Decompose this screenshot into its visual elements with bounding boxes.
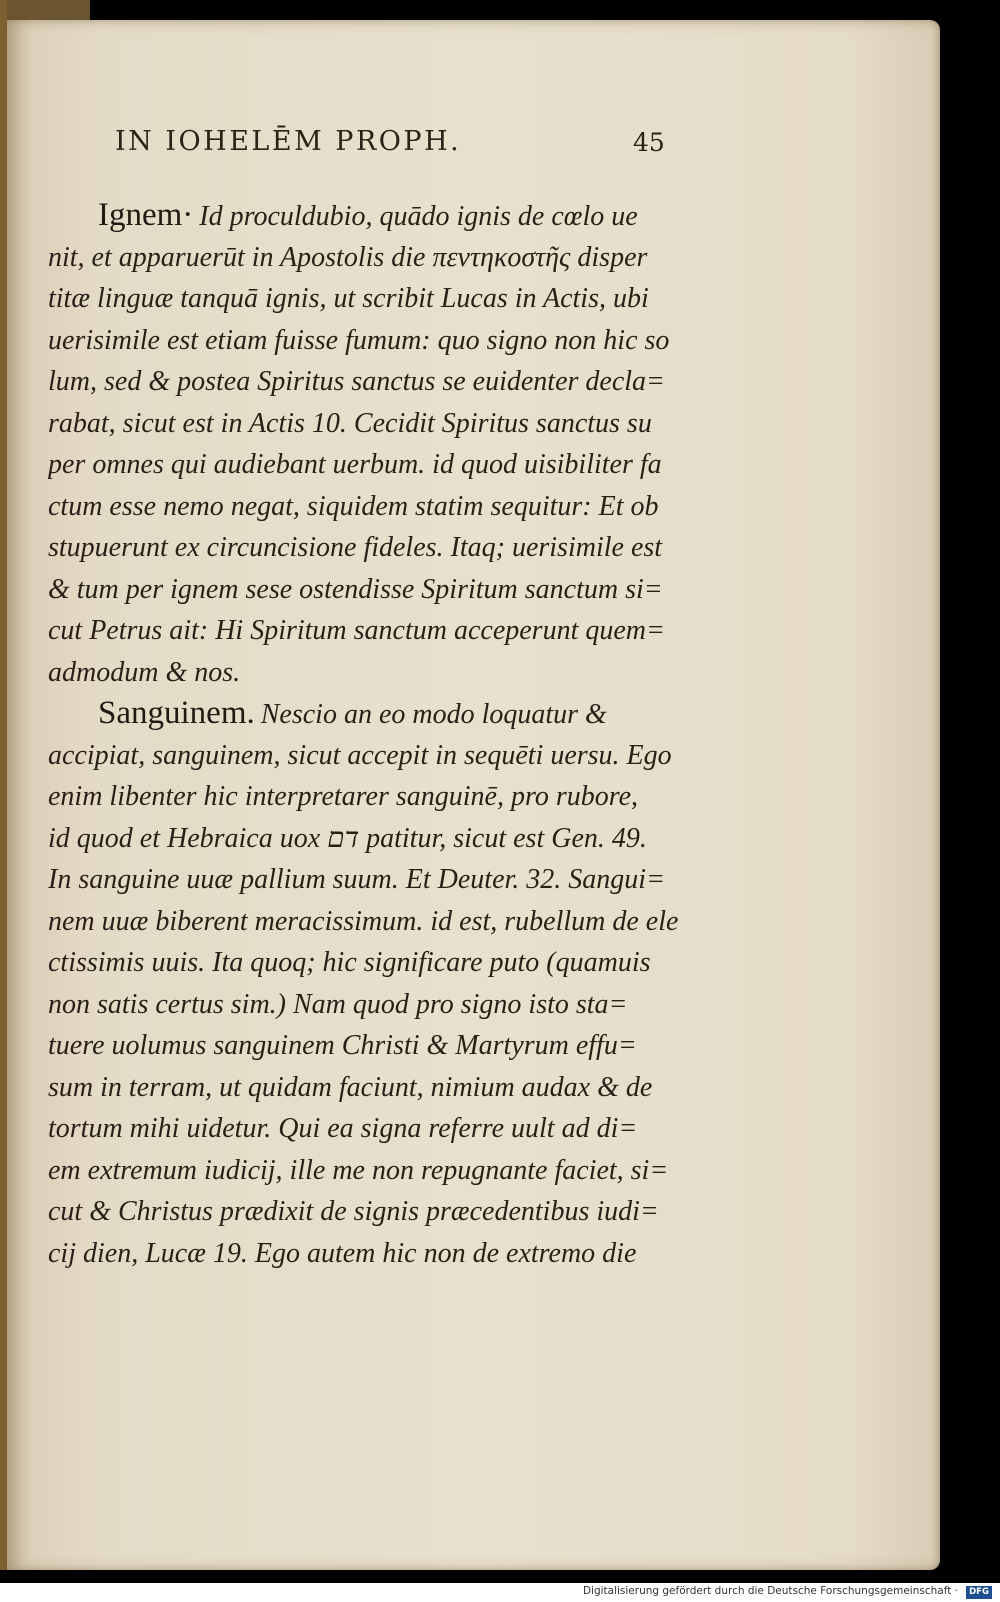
text-line: nit, et apparuerūt in Apostolis die πεντηκοστῆς disper — [48, 241, 648, 273]
text-line: tortum mihi uidetur. Qui ea signa referre uult ad di= — [48, 1113, 638, 1144]
text-line: nem uuæ biberent meracissimum. id est, rubellum de ele — [48, 905, 679, 937]
lemma-sanguinem: Sanguinem. — [98, 695, 255, 731]
text-line: tuere uolumus sanguinem Christi & Martyrum effu= — [48, 1030, 637, 1061]
text-line: ctissimis uuis. Ita quoq; hic significare puto (quamuis — [48, 947, 651, 978]
lemma-ignem: Ignem· — [98, 197, 194, 233]
text-line: ctum esse nemo negat, siquidem statim sequitur: Et ob — [48, 490, 659, 522]
running-head — [115, 126, 695, 166]
text-line: titæ linguæ tanquā ignis, ut scribit Lucas in Actis, ubi — [48, 283, 649, 314]
text-line: admodum & nos. — [48, 656, 241, 688]
digitization-footer — [0, 1583, 1000, 1602]
text-line: rabat, sicut est in Actis 10. Cecidit Spiritus sanctus su — [48, 407, 652, 439]
text-line: accipiat, sanguinem, sicut accepit in sequēti uersu. Ego — [48, 739, 672, 771]
binding-board-left — [0, 0, 7, 1570]
running-head-title: IN IOHELĒM PROPH. — [115, 126, 462, 157]
binding-board-top — [0, 0, 90, 22]
dfg-logo-icon[interactable]: DFG — [966, 1586, 992, 1599]
text-line: uerisimile est etiam fuisse fumum: quo signo non hic so — [48, 324, 670, 356]
folio-number: 45 — [633, 128, 665, 157]
text-line — [48, 195, 700, 237]
text-line: & tum per ignem sese ostendisse Spiritum sanctum si= — [48, 573, 663, 605]
book-page — [7, 20, 940, 1570]
text-line: per omnes qui audiebant uerbum. id quod uisibiliter fa — [48, 449, 662, 480]
text-line: cut Petrus ait: Hi Spiritum sanctum acceperunt quem= — [48, 615, 665, 646]
text-line — [48, 693, 700, 735]
line-text: Id proculdubio, quādo ignis de cœlo ue — [199, 201, 638, 232]
text-line: id quod et Hebraica uox דם patitur, sicut est Gen. 49. — [48, 822, 647, 854]
text-line: sum in terram, ut quidam faciunt, nimium audax & de — [48, 1071, 653, 1103]
text-line: stupuerunt ex circuncisione fideles. Itaq; uerisimile est — [48, 532, 663, 563]
line-text: Nescio an eo modo loquatur & — [260, 699, 607, 730]
text-line: em extremum iudicij, ille me non repugnante faciet, si= — [48, 1154, 669, 1186]
text-line: lum, sed & postea Spiritus sanctus se euidenter decla= — [48, 366, 665, 397]
funding-credit: Digitalisierung gefördert durch die Deutsche Forschungsgemeinschaft · — [582, 1585, 958, 1597]
text-line: enim libenter hic interpretarer sanguinē, pro rubore, — [48, 781, 638, 812]
text-line: In sanguine uuæ pallium suum. Et Deuter. 32. Sangui= — [48, 864, 665, 895]
text-line: cij dien, Lucæ 19. Ego autem hic non de extremo die — [48, 1237, 637, 1269]
text-line: cut & Christus prædixit de signis præcedentibus iudi= — [48, 1196, 659, 1227]
text-line: non satis certus sim.) Nam quod pro signo isto sta= — [48, 988, 628, 1020]
text-block — [48, 195, 700, 1274]
